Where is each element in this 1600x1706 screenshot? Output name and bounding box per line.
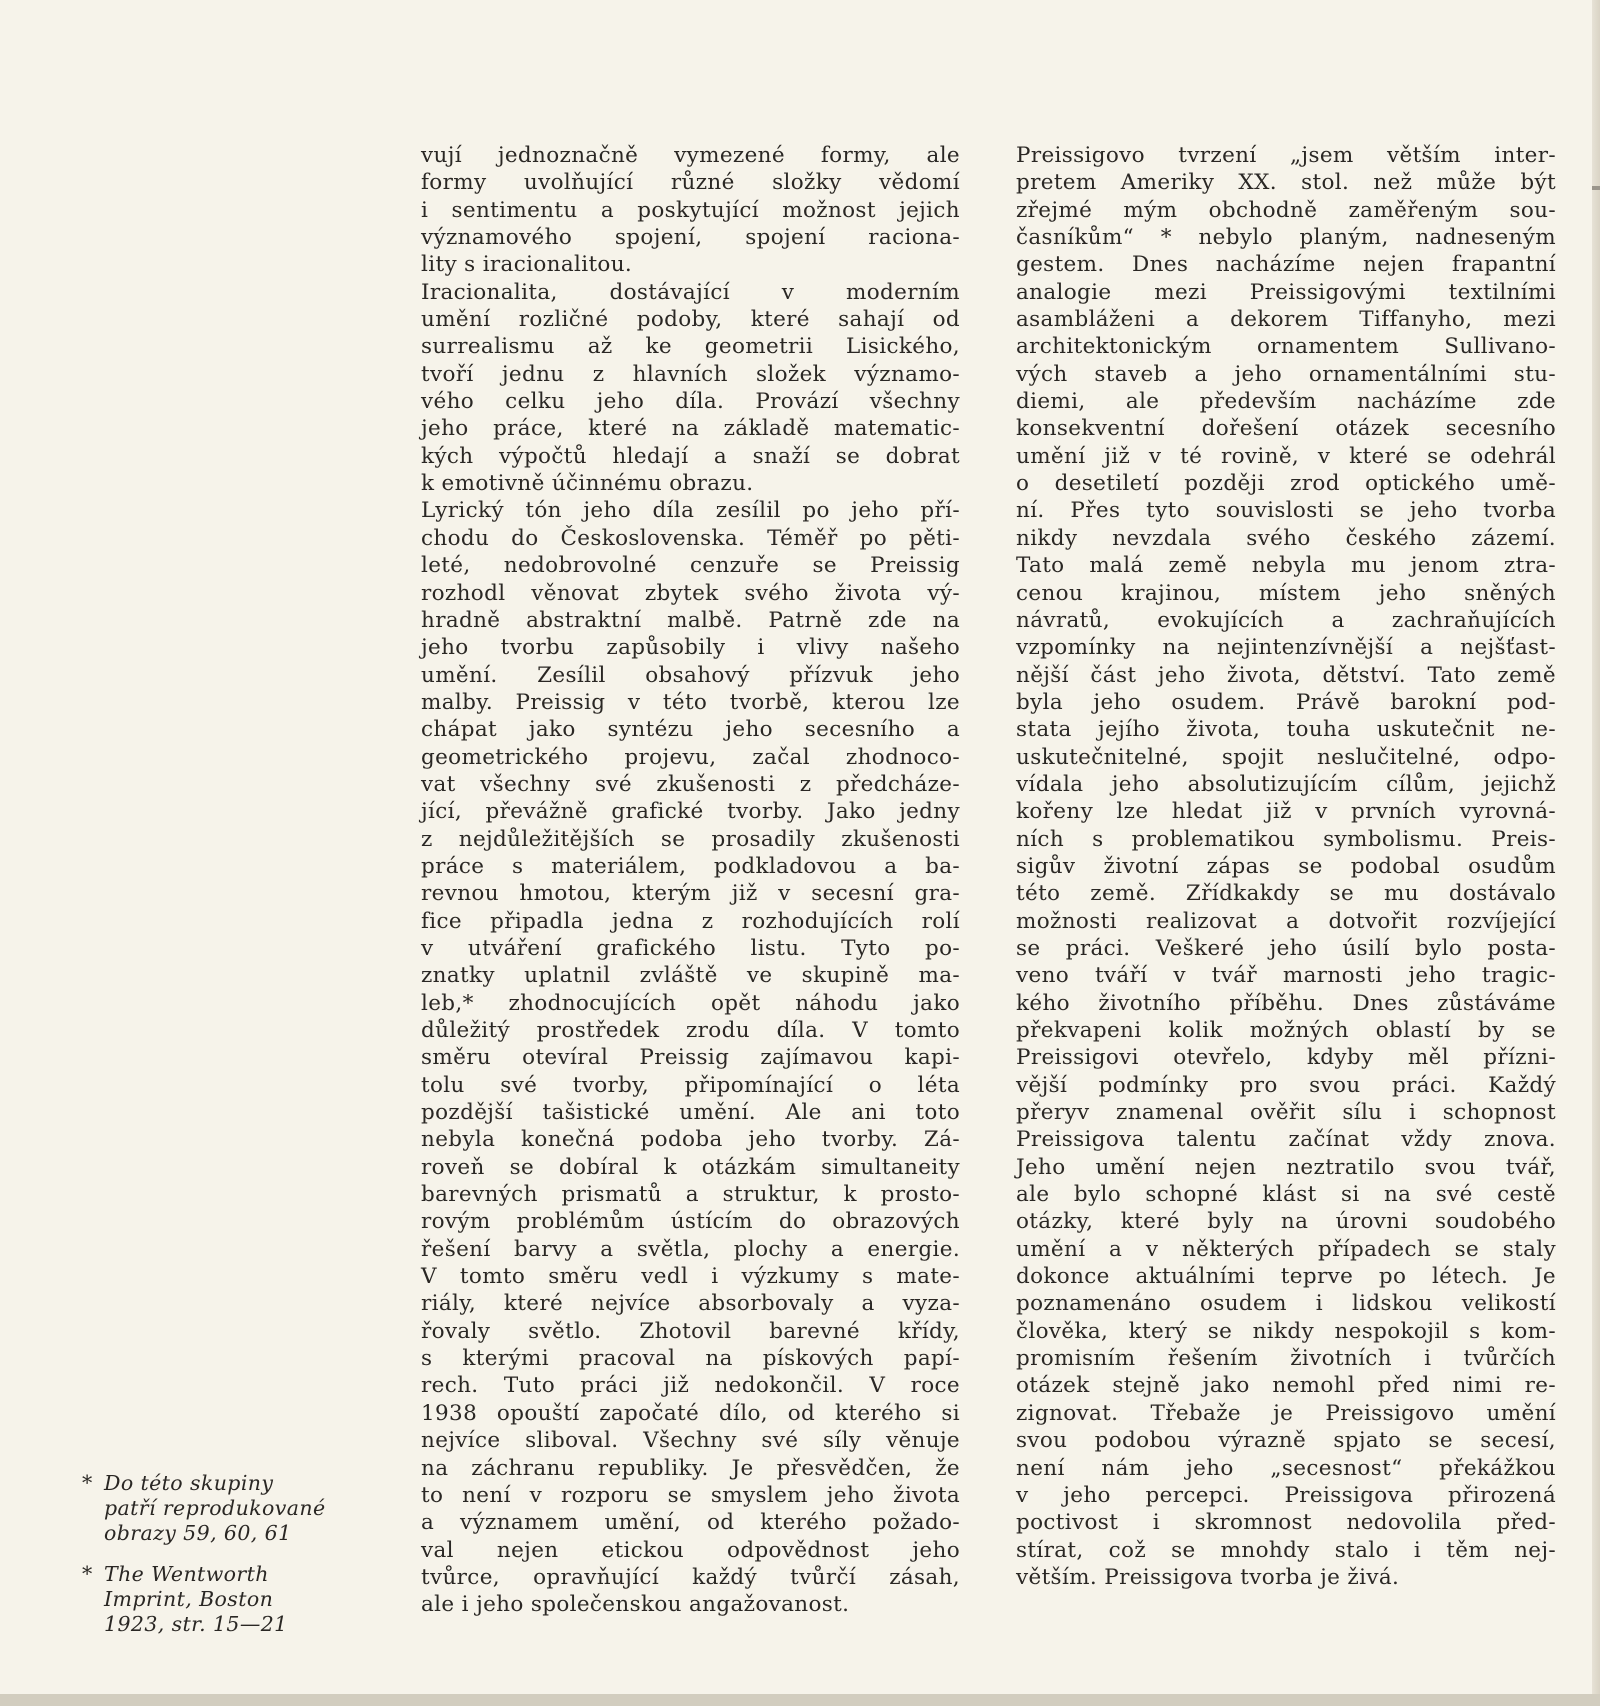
text-line: poctivost i skromnost nedovolila před- bbox=[1016, 1510, 1556, 1536]
text-line: tvůrce, opravňující každý tvůrčí zásah, bbox=[421, 1564, 960, 1590]
text-line: vější podmínky pro svou práci. Každý bbox=[1016, 1072, 1556, 1098]
text-line: rozhodl věnovat zbytek svého života vý- bbox=[421, 580, 960, 606]
text-line: lity s iracionalitou. bbox=[421, 252, 633, 278]
text-line: rovým problémům ústícím do obrazových bbox=[421, 1209, 960, 1235]
text-line: zignovat. Třebaže je Preissigovo umění bbox=[1016, 1400, 1556, 1426]
text-line: i sentimentu a poskytující možnost jejich bbox=[421, 197, 960, 223]
text-line: sigův životní zápas se podobal osudům bbox=[1016, 853, 1556, 879]
text-line: ní. Přes tyto souvislosti se jeho tvorba bbox=[1016, 498, 1556, 524]
text-line: Preissigovo tvrzení „jsem větším inter- bbox=[1016, 143, 1556, 168]
text-line: cenou krajinou, místem jeho sněných bbox=[1016, 580, 1556, 606]
text-line: Jeho umění nejen neztratilo svou tvář, bbox=[1016, 1154, 1556, 1180]
page-edge-mark bbox=[1592, 186, 1600, 190]
text-line: umění. Zesílil obsahový přízvuk jeho bbox=[421, 662, 960, 688]
text-line: řešení barvy a světla, plochy a energie. bbox=[421, 1236, 960, 1262]
text-line: to není v rozporu se smyslem jeho života bbox=[421, 1482, 960, 1508]
text-line: poznamenáno osudem i lidskou velikostí bbox=[1016, 1291, 1556, 1317]
text-line: s kterými pracoval na pískových papí- bbox=[421, 1346, 960, 1372]
text-line: Tato malá země nebyla mu jenom ztra- bbox=[1016, 553, 1556, 579]
text-line: tolu své tvorby, připomínající o léta bbox=[421, 1072, 960, 1098]
text-line: zřejmé mým obchodně zaměřeným sou- bbox=[1016, 197, 1556, 223]
text-column-left bbox=[421, 142, 960, 1619]
text-line: pozdější tašistické umění. Ale ani toto bbox=[421, 1100, 960, 1126]
text-line: leb,* zhodnocujících opět náhodu jako bbox=[421, 990, 960, 1016]
footnote-2 bbox=[82, 1562, 372, 1637]
text-line: otázky, které byly na úrovni soudobého bbox=[1016, 1209, 1556, 1235]
text-line: analogie mezi Preissigovými textilními bbox=[1016, 279, 1556, 305]
text-line: o desetiletí později zrod optického umě- bbox=[1016, 471, 1556, 497]
text-line: se práci. Veškeré jeho úsilí bylo posta- bbox=[1016, 935, 1556, 961]
text-line: jící, převážně grafické tvorby. Jako jedny bbox=[421, 799, 960, 825]
text-line: vat všechny své zkušenosti z předcháze- bbox=[421, 771, 960, 797]
text-line: umění již v té rovině, v které se odehrál bbox=[1016, 443, 1556, 469]
text-line: fice připadla jedna z rozhodujících rolí bbox=[421, 908, 960, 934]
text-line: kořeny lze hledat již v prvních vyrovná- bbox=[1016, 799, 1556, 825]
text-line: formy uvolňující různé složky vědomí bbox=[421, 170, 960, 196]
text-line: diemi, ale především nacházíme zde bbox=[1016, 389, 1556, 415]
text-line: vídala jeho absolutizujícím cílům, jejichž bbox=[1016, 771, 1556, 797]
footnote-line: 1923, str. 15—21 bbox=[104, 1612, 288, 1636]
text-line: vého celku jeho díla. Provází všechny bbox=[421, 389, 960, 415]
text-line: val nejen etickou odpovědnost jeho bbox=[421, 1537, 960, 1563]
page-edge bbox=[1592, 0, 1600, 1706]
text-line: a významem umění, od kterého požado- bbox=[421, 1510, 960, 1536]
text-line: Iracionalita, dostávající v moderním bbox=[421, 279, 960, 305]
text-line: významového spojení, spojení raciona- bbox=[421, 225, 960, 251]
text-line: ale i jeho společenskou angažovanost. bbox=[421, 1592, 850, 1618]
text-line: dokonce aktuálními teprve po létech. Je bbox=[1016, 1264, 1556, 1290]
text-line: kých výpočtů hledají a snaží se dobrat bbox=[421, 443, 960, 469]
text-line: vzpomínky na nejintenzívnější a nejšťast- bbox=[1016, 635, 1556, 661]
text-line: překvapeni kolik možných oblastí by se bbox=[1016, 1018, 1556, 1043]
footnote-marker: * bbox=[82, 1471, 93, 1495]
text-line: stata jejího života, touha uskutečnit ne- bbox=[1016, 717, 1556, 743]
footnote-1 bbox=[82, 1471, 372, 1546]
text-line: směru otevíral Preissig zajímavou kapi- bbox=[421, 1045, 960, 1071]
text-line: veno tváří v tvář marnosti jeho tragic- bbox=[1016, 963, 1556, 989]
text-line: člověka, který se nikdy nespokojil s kom- bbox=[1016, 1318, 1556, 1344]
text-line: ale bylo schopné klást si na své cestě bbox=[1016, 1182, 1556, 1208]
text-line: z nejdůležitějších se prosadily zkušenosti bbox=[421, 826, 960, 852]
text-line: malby. Preissig v této tvorbě, kterou lze bbox=[421, 689, 960, 715]
text-line: Lyrický tón jeho díla zesílil po jeho pří- bbox=[421, 498, 960, 524]
text-line: vých staveb a jeho ornamentálními stu- bbox=[1016, 361, 1556, 387]
text-line: tvoří jednu z hlavních složek významo- bbox=[421, 361, 960, 387]
footnote-line: obrazy 59, 60, 61 bbox=[104, 1521, 292, 1545]
text-line: jeho práce, které na základě matematic- bbox=[421, 416, 960, 442]
text-line: v utváření grafického listu. Tyto po- bbox=[421, 935, 960, 961]
footnote-marker: * bbox=[82, 1562, 93, 1586]
text-line: možnosti realizovat a dotvořit rozvíjející bbox=[1016, 908, 1556, 934]
text-line: nikdy nevzdala svého českého zázemí. bbox=[1016, 525, 1556, 551]
text-line: nejvíce sliboval. Všechny své síly věnuje bbox=[421, 1428, 960, 1454]
text-line: v jeho percepci. Preissigova přirozená bbox=[1016, 1482, 1556, 1508]
footnote-line: Do této skupiny bbox=[104, 1471, 274, 1495]
text-line: vují jednoznačně vymezené formy, ale bbox=[421, 143, 960, 168]
text-line: umění a v některých případech se staly bbox=[1016, 1236, 1556, 1262]
text-line: hradně abstraktní malbě. Patrně zde na bbox=[421, 607, 960, 633]
text-line: chápat jako syntézu jeho secesního a bbox=[421, 717, 960, 743]
text-line: promisním řešením životních i tvůrčích bbox=[1016, 1346, 1556, 1372]
text-line: geometrického projevu, začal zhodnoco- bbox=[421, 744, 960, 770]
text-line: Preissigovi otevřelo, kdyby měl přízni- bbox=[1016, 1045, 1556, 1071]
text-line: stírat, což se mnohdy stalo i těm nej- bbox=[1016, 1537, 1556, 1563]
text-line: 1938 opouští započaté dílo, od kterého si bbox=[421, 1400, 960, 1426]
text-line: roveň se dobíral k otázkám simultaneity bbox=[421, 1154, 960, 1180]
footnote-line: Imprint, Boston bbox=[104, 1587, 274, 1611]
text-line: riály, které nejvíce absorbovaly a vyza- bbox=[421, 1291, 960, 1317]
text-line: svou podobou výrazně spjato se secesí, bbox=[1016, 1428, 1556, 1454]
text-line: gestem. Dnes nacházíme nejen frapantní bbox=[1016, 252, 1556, 278]
text-line: na záchranu republiky. Je přesvědčen, že bbox=[421, 1455, 960, 1481]
text-line: větším. Preissigova tvorba je živá. bbox=[1016, 1564, 1400, 1590]
footnote-line: The Wentworth bbox=[104, 1562, 269, 1586]
text-line: ních s problematikou symbolismu. Preis- bbox=[1016, 826, 1556, 852]
text-column-right bbox=[1016, 142, 1556, 1591]
text-line: konsekventní dořešení otázek secesního bbox=[1016, 416, 1556, 442]
text-line: nebyla konečná podoba jeho tvorby. Zá- bbox=[421, 1127, 960, 1153]
text-line: uskutečnitelné, spojit neslučitelné, odpo- bbox=[1016, 744, 1556, 770]
text-line: řovaly světlo. Zhotovil barevné křídy, bbox=[421, 1318, 960, 1344]
text-line: umění rozličné podoby, které sahají od bbox=[421, 307, 960, 333]
text-line: této země. Zřídkakdy se mu dostávalo bbox=[1016, 881, 1556, 907]
text-line: návratů, evokujících a zachraňujících bbox=[1016, 607, 1556, 633]
text-line: chodu do Československa. Téměř po pěti- bbox=[421, 525, 960, 551]
text-line: otázek stejně jako nemohl před nimi re- bbox=[1016, 1373, 1556, 1399]
text-line: barevných prismatů a struktur, k prosto- bbox=[421, 1182, 960, 1208]
text-line: důležitý prostředek zrodu díla. V tomto bbox=[421, 1018, 960, 1043]
text-line: práce s materiálem, podkladovou a ba- bbox=[421, 853, 960, 879]
scan-bottom-band bbox=[0, 1694, 1600, 1706]
text-line: architektonickým ornamentem Sullivano- bbox=[1016, 334, 1556, 360]
text-line: nější část jeho života, dětství. Tato země bbox=[1016, 662, 1556, 688]
text-line: Preissigova talentu začínat vždy znova. bbox=[1016, 1127, 1556, 1153]
text-line: byla jeho osudem. Právě barokní pod- bbox=[1016, 689, 1556, 715]
text-line: přeryv znamenal ověřit sílu i schopnost bbox=[1016, 1100, 1556, 1126]
text-line: pretem Ameriky XX. stol. než může být bbox=[1016, 170, 1556, 196]
text-line: znatky uplatnil zvláště ve skupině ma- bbox=[421, 963, 960, 989]
text-line: V tomto směru vedl i výzkumy s mate- bbox=[421, 1264, 960, 1290]
text-line: časníkům“ * nebylo planým, nadneseným bbox=[1016, 225, 1556, 251]
text-line: kého životního příběhu. Dnes zůstáváme bbox=[1016, 990, 1556, 1016]
text-line: k emotivně účinnému obrazu. bbox=[421, 471, 754, 497]
text-line: leté, nedobrovolné cenzuře se Preissig bbox=[421, 553, 960, 579]
text-line: asambláženi a dekorem Tiffanyho, mezi bbox=[1016, 307, 1556, 333]
text-line: surrealismu až ke geometrii Lisického, bbox=[421, 334, 960, 360]
text-line: jeho tvorbu zapůsobily i vlivy našeho bbox=[421, 635, 960, 661]
text-line: není nám jeho „secesnost“ překážkou bbox=[1016, 1455, 1556, 1481]
footnote-line: patří reprodukované bbox=[104, 1496, 326, 1520]
text-line: rech. Tuto práci již nedokončil. V roce bbox=[421, 1373, 960, 1399]
text-line: revnou hmotou, kterým již v secesní gra- bbox=[421, 881, 960, 907]
